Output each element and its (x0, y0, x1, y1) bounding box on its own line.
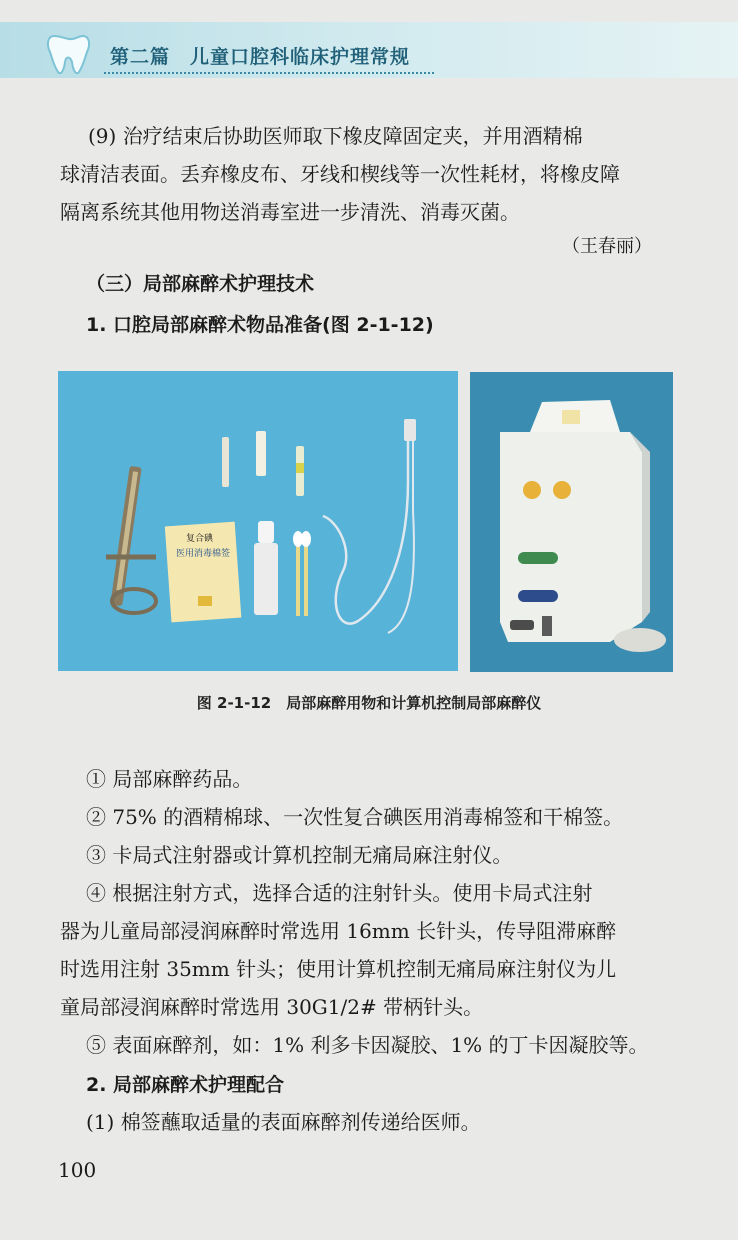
paragraph-9-line-2: 球清洁表面。丢弃橡皮布、牙线和楔线等一次性耗材，将橡皮障 (60, 162, 620, 186)
page-header (0, 0, 738, 84)
page-number: 100 (58, 1158, 97, 1182)
package-label-2: 医用消毒棉签 (176, 549, 231, 559)
list-item-4-line-3: 时选用注射 35mm 针头；使用计算机控制无痛局麻注射仪为儿 (60, 957, 617, 981)
list-item-5: ⑤ 表面麻醉剂，如：1% 利多卡因凝胶、1% 的丁卡因凝胶等。 (86, 1033, 649, 1057)
tooth-icon (42, 22, 102, 80)
list-item-4-line-1: ④ 根据注射方式，选择合适的注射针头。使用卡局式注射 (86, 881, 593, 905)
iodine-swab-package (165, 522, 242, 623)
paragraph-9-line-3: 隔离系统其他用物送消毒室进一步清洗、消毒灭菌。 (60, 200, 520, 224)
list-item-2: ② 75% 的酒精棉球、一次性复合碘医用消毒棉签和干棉签。 (86, 805, 624, 829)
section-heading: （三）局部麻醉术护理技术 (86, 273, 315, 295)
list-item-3: ③ 卡局式注射器或计算机控制无痛局麻注射仪。 (86, 843, 513, 867)
package-label-1: 复合碘 (186, 534, 214, 544)
sub-heading-1: 1. 口腔局部麻醉术物品准备(图 2-1-12) (86, 314, 434, 336)
header-dotted-rule (104, 72, 434, 74)
computer-controlled-anesthesia-device-photo (470, 372, 673, 672)
list-item-4-line-2: 器为儿童局部浸润麻醉时常选用 16mm 长针头，传导阻滞麻醉 (60, 919, 617, 943)
header-title: 第二篇 儿童口腔科临床护理常规 (110, 46, 411, 68)
sub-heading-2: 2. 局部麻醉术护理配合 (86, 1074, 285, 1096)
step-1: (1) 棉签蘸取适量的表面麻醉剂传递给医师。 (86, 1110, 481, 1134)
list-item-4-line-4: 童局部浸润麻醉时常选用 30G1/2# 带柄针头。 (60, 995, 484, 1019)
anesthesia-supplies-photo (58, 371, 458, 671)
list-item-1: ① 局部麻醉药品。 (86, 767, 253, 791)
figure-caption: 图 2-1-12 局部麻醉用物和计算机控制局部麻醉仪 (196, 694, 542, 712)
paragraph-9-line-1: (9) 治疗结束后协助医师取下橡皮障固定夹，并用酒精棉 (88, 124, 583, 148)
author-attribution: （王春丽） (562, 236, 652, 257)
